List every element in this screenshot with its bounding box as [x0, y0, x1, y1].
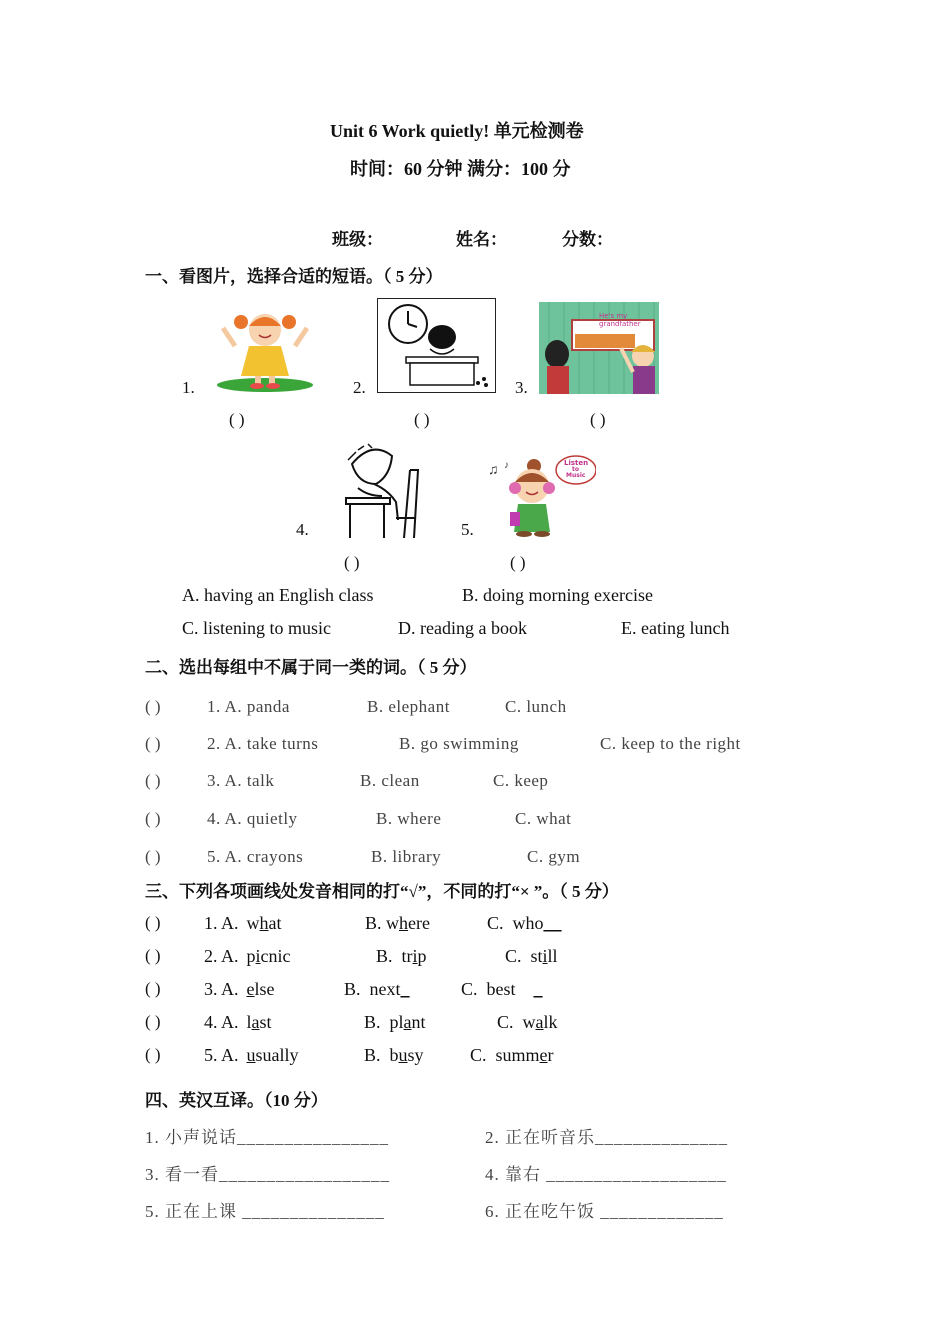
underlined-letters: u — [246, 1045, 256, 1065]
s3-answer-paren: ( ) — [145, 946, 161, 965]
s3-option-letter: C. — [487, 913, 513, 933]
pic2-answer-paren: ( ) — [414, 410, 430, 429]
name-label: 姓名： — [456, 230, 507, 249]
pic5-bubble-line1: Listen — [564, 459, 589, 467]
s3-number: 5. A. — [204, 1045, 239, 1065]
s3-option-b — [376, 946, 427, 967]
option-e: E. eating lunch — [621, 618, 730, 638]
pic5-bubble-line2: to — [572, 466, 579, 473]
word-part: r — [547, 1045, 554, 1065]
page-subtitle: 时间：60 分钟 满分：100 分 — [350, 159, 571, 179]
word-part: ere — [408, 913, 430, 933]
s3-option-c — [487, 913, 562, 934]
pic2-number: 2. — [353, 378, 366, 397]
s2-row1-c: C. lunch — [505, 697, 567, 716]
s2-row5-a: 5. A. crayons — [207, 847, 304, 866]
s2-row4-paren: ( ) — [145, 809, 161, 828]
pic1-number: 1. — [182, 378, 195, 397]
word-part: lk — [543, 1012, 558, 1032]
s3-option-letter: B. — [364, 1012, 390, 1032]
s3-number: 3. A. — [204, 979, 239, 999]
s3-option-b — [365, 913, 430, 934]
s2-row2-a: 2. A. take turns — [207, 734, 319, 753]
option-c: C. listening to music — [182, 618, 332, 638]
word-part: pl — [389, 1012, 404, 1032]
translate-item-6: 6. 正在吃午饭 _____________ — [485, 1202, 724, 1221]
word-part: l — [246, 1012, 252, 1032]
english-class-icon — [539, 302, 659, 394]
underlined-letters: _ — [400, 979, 410, 999]
word-part: at — [268, 913, 282, 933]
s2-row5-c: C. gym — [527, 847, 581, 866]
word-part: st — [530, 946, 543, 966]
underlined-letters: e — [539, 1045, 548, 1065]
s3-option-letter: C. — [470, 1045, 496, 1065]
s2-row3-b: B. clean — [360, 771, 420, 790]
s3-answer-paren: ( ) — [145, 979, 161, 998]
s2-row1-paren: ( ) — [145, 697, 161, 716]
s3-number: 1. A. — [204, 913, 239, 933]
underlined-letters: a — [251, 1012, 260, 1032]
pic3-answer-paren: ( ) — [590, 410, 606, 429]
s3-option-b — [364, 1012, 426, 1033]
option-b: B. doing morning exercise — [462, 585, 653, 605]
s2-row1-b: B. elephant — [367, 697, 450, 716]
translate-item-2: 2. 正在听音乐______________ — [485, 1128, 728, 1147]
s3-option-a — [204, 1045, 299, 1066]
s3-number: 4. A. — [204, 1012, 239, 1032]
class-label: 班级： — [332, 230, 383, 249]
underlined-letters: e — [246, 979, 255, 999]
translate-item-5: 5. 正在上课 _______________ — [145, 1202, 385, 1221]
s2-row3-paren: ( ) — [145, 771, 161, 790]
pic4-number: 4. — [296, 520, 309, 539]
word-part: ll — [547, 946, 558, 966]
boy-reading-icon — [338, 440, 426, 538]
word-part: next — [369, 979, 401, 999]
s3-option-letter: C. — [461, 979, 487, 999]
s2-row3-a: 3. A. talk — [207, 771, 275, 790]
translate-item-3: 3. 看一看__________________ — [145, 1165, 390, 1184]
pic1-answer-paren: ( ) — [229, 410, 245, 429]
section1-heading: 一、看图片，选择合适的短语。（ 5 分） — [145, 267, 443, 286]
word-part: w — [386, 913, 400, 933]
s2-row3-c: C. keep — [493, 771, 549, 790]
underlined-letters: a — [403, 1012, 412, 1032]
pic5-answer-paren: ( ) — [510, 553, 526, 572]
svg-text:♪: ♪ — [504, 460, 509, 471]
word-part: summ — [495, 1045, 540, 1065]
score-label: 分数： — [562, 230, 613, 249]
s3-option-letter: C. — [497, 1012, 523, 1032]
word-part: best — [486, 979, 534, 999]
s3-answer-paren: ( ) — [145, 913, 161, 932]
s3-option-c — [461, 979, 543, 1000]
underlined-letters: i — [412, 946, 418, 966]
underlined-letters: _ — [533, 979, 543, 999]
svg-text:♫: ♫ — [488, 463, 499, 478]
word-part: p — [417, 946, 427, 966]
s2-row2-c: C. keep to the right — [600, 734, 741, 753]
s3-option-c — [505, 946, 558, 967]
word-part: b — [389, 1045, 399, 1065]
section2-heading: 二、选出每组中不属于同一类的词。（ 5 分） — [145, 658, 477, 677]
underlined-letters: u — [398, 1045, 408, 1065]
s3-answer-paren: ( ) — [145, 1045, 161, 1064]
underlined-letters: i — [255, 946, 261, 966]
s3-option-a — [204, 979, 275, 1000]
section4-heading: 四、英汉互译。（10 分） — [145, 1091, 328, 1110]
underlined-letters: i — [542, 946, 548, 966]
pic3-number: 3. — [515, 378, 528, 397]
pic4-answer-paren: ( ) — [344, 553, 360, 572]
pic3-caption-line1: He's my — [599, 312, 628, 320]
section3-heading: 三、下列各项画线处发音相同的打“√”，不同的打“× ”。（ 5 分） — [145, 882, 619, 901]
s2-row4-c: C. what — [515, 809, 572, 828]
s3-option-b — [364, 1045, 424, 1066]
s2-row5-paren: ( ) — [145, 847, 161, 866]
s3-option-c — [470, 1045, 554, 1066]
translate-item-4: 4. 靠右 ___________________ — [485, 1165, 727, 1184]
s3-answer-paren: ( ) — [145, 1012, 161, 1031]
s3-option-letter: B. — [364, 1045, 390, 1065]
word-part: st — [259, 1012, 272, 1032]
s3-option-a — [204, 913, 282, 934]
word-part: nt — [411, 1012, 426, 1032]
word-part: cnic — [260, 946, 291, 966]
option-d: D. reading a book — [398, 618, 527, 638]
word-part: tr — [401, 946, 413, 966]
s3-option-letter: B. — [344, 979, 370, 999]
pic5-bubble-line3: Music — [566, 472, 586, 479]
word-part: w — [246, 913, 260, 933]
girl-exercising-icon — [205, 300, 325, 395]
s3-option-a — [204, 1012, 272, 1033]
word-part: sually — [255, 1045, 299, 1065]
underlined-letters: __ — [543, 913, 562, 933]
translate-item-1: 1. 小声说话________________ — [145, 1128, 389, 1147]
s2-row2-b: B. go swimming — [399, 734, 519, 753]
s3-option-c — [497, 1012, 558, 1033]
word-part: who — [512, 913, 544, 933]
pic3-caption-line2: grandfather — [599, 320, 641, 328]
underlined-letters: a — [535, 1012, 544, 1032]
word-part: sy — [407, 1045, 424, 1065]
girl-listening-music-icon — [484, 452, 596, 538]
page-title: Unit 6 Work quietly! 单元检测卷 — [330, 121, 584, 141]
underlined-letters: h — [259, 913, 269, 933]
s3-option-a — [204, 946, 291, 967]
word-part: p — [246, 946, 256, 966]
s2-row4-a: 4. A. quietly — [207, 809, 298, 828]
s2-row4-b: B. where — [376, 809, 442, 828]
word-part: w — [522, 1012, 536, 1032]
s2-row2-paren: ( ) — [145, 734, 161, 753]
option-a: A. having an English class — [182, 585, 374, 605]
word-part: lse — [254, 979, 275, 999]
s3-number: 2. A. — [204, 946, 239, 966]
s3-option-letter: B. — [365, 913, 387, 933]
s3-option-b — [344, 979, 410, 1000]
s2-row5-b: B. library — [371, 847, 442, 866]
s3-option-letter: B. — [376, 946, 402, 966]
s3-option-letter: C. — [505, 946, 531, 966]
boy-eating-lunch-icon — [377, 298, 496, 393]
s2-row1-a: 1. A. panda — [207, 697, 290, 716]
underlined-letters: h — [399, 913, 409, 933]
pic5-number: 5. — [461, 520, 474, 539]
